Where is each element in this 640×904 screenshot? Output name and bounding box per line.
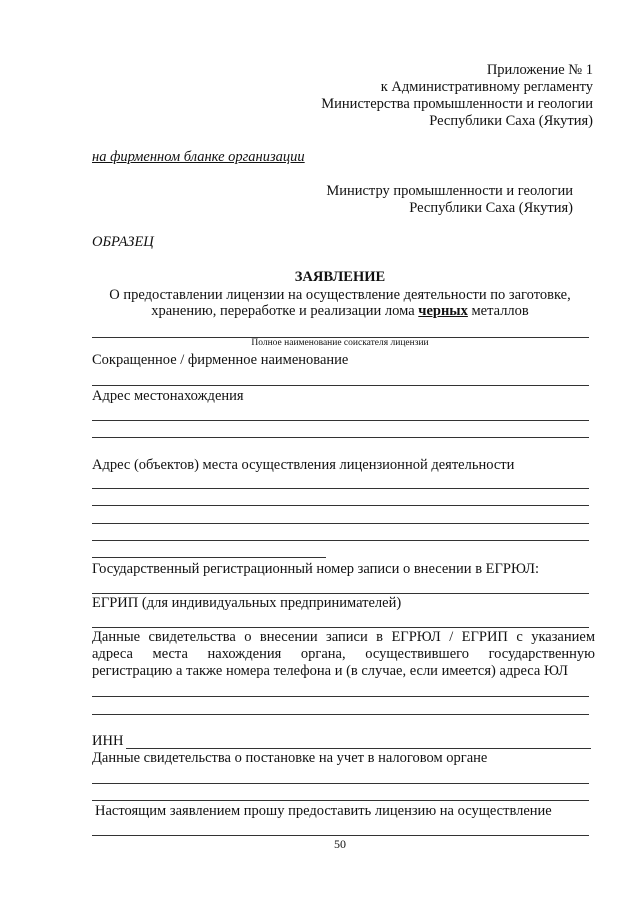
addressee-line1: Министру промышленности и геологии (326, 183, 573, 199)
certificate-text-line1: Данные свидетельства о внесении записи в ЕГРЮЛ / ЕГРИП с указанием (92, 629, 595, 645)
subtitle-line2 (0, 303, 640, 320)
inn-label: ИНН (92, 733, 124, 749)
address-line-1[interactable] (92, 420, 589, 421)
address-line-2[interactable] (92, 437, 589, 438)
subtitle-metal-type: черных (418, 303, 468, 319)
document-title: ЗАЯВЛЕНИЕ (294, 269, 386, 285)
objects-address-label: Адрес (объектов) места осуществления лицензионной деятельности (92, 457, 515, 473)
letterhead-note: на фирменном бланке организации (92, 149, 305, 165)
appendix-ministry: Министерства промышленности и геологии (321, 96, 593, 112)
address-label: Адрес местонахождения (92, 388, 244, 404)
short-name-line[interactable] (92, 385, 589, 386)
appendix-number: Приложение № 1 (486, 62, 593, 78)
addressee-line2: Республики Саха (Якутия) (409, 200, 573, 216)
egrul-label: Государственный регистрационный номер записи о внесении в ЕГРЮЛ: (92, 561, 540, 577)
objects-address-line-3[interactable] (92, 523, 589, 524)
certificate-text-line3: регистрацию а также номера телефона и (в случае, если имеется) адреса ЮЛ (92, 663, 568, 679)
objects-address-line-1[interactable] (92, 488, 589, 489)
subtitle-line2-start: хранению, переработке и реализации лома (151, 303, 419, 319)
certificate-text-line2: адреса места нахождения органа, осуществившего государственную (92, 646, 595, 662)
appendix-republic: Республики Саха (Якутия) (429, 113, 593, 129)
inn-line[interactable] (126, 748, 591, 749)
subtitle-line2-end: металлов (467, 303, 529, 319)
page-number: 50 (334, 837, 346, 851)
request-line[interactable] (92, 835, 589, 836)
certificate-line-1[interactable] (92, 696, 589, 697)
appendix-regulation: к Административному регламенту (380, 79, 593, 95)
egrul-line[interactable] (92, 593, 589, 594)
certificate-line-2[interactable] (92, 714, 589, 715)
subtitle-line1: О предоставлении лицензии на осуществление деятельности по заготовке, (109, 287, 571, 303)
request-text: Настоящим заявлением прошу предоставить лицензию на осуществление (95, 803, 552, 819)
objects-address-line-4[interactable] (92, 540, 589, 541)
objects-address-line-5[interactable] (92, 557, 326, 558)
egrip-line[interactable] (92, 627, 589, 628)
objects-address-line-2[interactable] (92, 505, 589, 506)
tax-certificate-line-2[interactable] (92, 800, 589, 801)
tax-certificate-line-1[interactable] (92, 783, 589, 784)
sample-mark: ОБРАЗЕЦ (92, 234, 154, 250)
egrip-label: ЕГРИП (для индивидуальных предпринимателей) (92, 595, 402, 611)
short-name-label: Сокращенное / фирменное наименование (92, 352, 349, 368)
full-name-caption: Полное наименование соискателя лицензии (251, 338, 429, 348)
tax-certificate-label: Данные свидетельства о постановке на учет в налоговом органе (92, 750, 488, 766)
